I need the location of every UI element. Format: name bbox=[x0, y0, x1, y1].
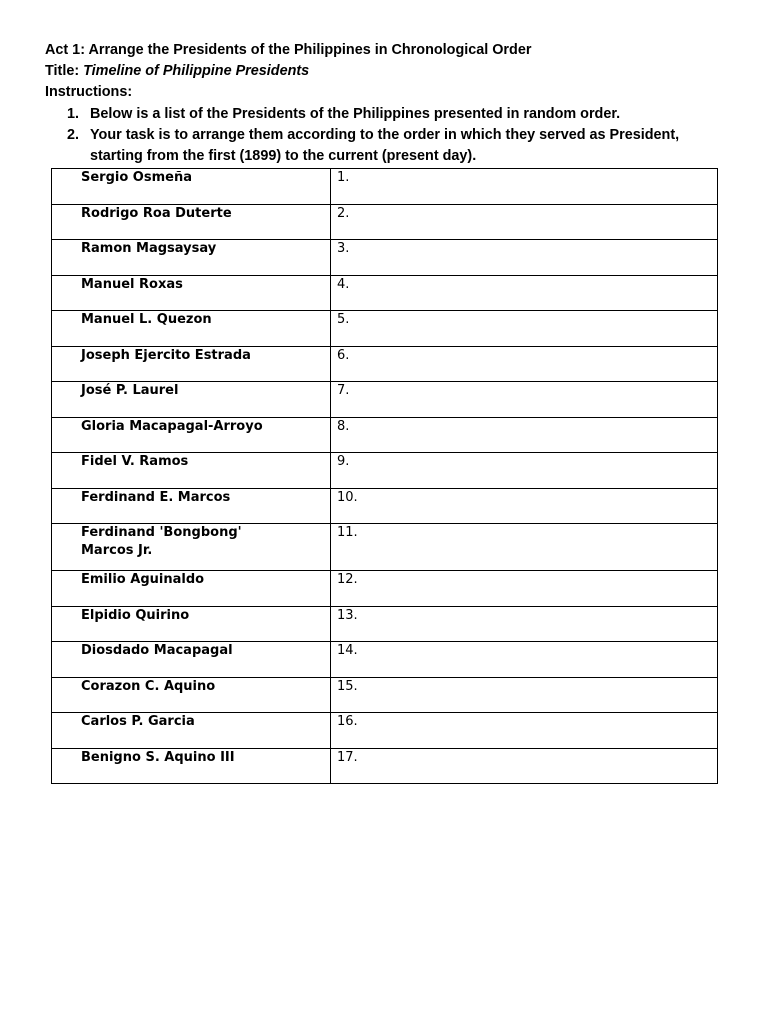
order-answer-cell[interactable]: 3. bbox=[331, 240, 718, 276]
table-row bbox=[52, 488, 718, 524]
president-name: Elpidio Quirino bbox=[52, 606, 331, 642]
president-name: Ferdinand E. Marcos bbox=[52, 488, 331, 524]
order-answer-cell[interactable]: 9. bbox=[331, 453, 718, 489]
president-name: Ramon Magsaysay bbox=[52, 240, 331, 276]
president-name: Benigno S. Aquino III bbox=[52, 748, 331, 784]
activity-heading: Act 1: Arrange the Presidents of the Philippines in Chronological Order bbox=[45, 42, 532, 58]
worksheet-header bbox=[45, 40, 735, 167]
title-label: Title: bbox=[45, 63, 80, 80]
order-answer-cell[interactable]: 15. bbox=[331, 677, 718, 713]
table-row bbox=[52, 606, 718, 642]
order-answer-cell[interactable]: 11. bbox=[331, 524, 718, 571]
order-answer-cell[interactable]: 10. bbox=[331, 488, 718, 524]
president-name: Carlos P. Garcia bbox=[52, 713, 331, 749]
order-answer-cell[interactable]: 13. bbox=[331, 606, 718, 642]
president-name: Joseph Ejercito Estrada bbox=[52, 346, 331, 382]
president-name-line: Ferdinand 'Bongbong' bbox=[81, 525, 242, 540]
table-row bbox=[52, 275, 718, 311]
instruction-number: 2. bbox=[67, 126, 80, 143]
president-name: Fidel V. Ramos bbox=[52, 453, 331, 489]
table-row bbox=[52, 240, 718, 276]
title-line bbox=[45, 61, 735, 82]
president-name: Rodrigo Roa Duterte bbox=[52, 204, 331, 240]
instructions-label: Instructions: bbox=[45, 84, 133, 101]
order-answer-cell[interactable]: 8. bbox=[331, 417, 718, 453]
table-row bbox=[52, 713, 718, 749]
presidents-table bbox=[51, 168, 718, 784]
president-name: Manuel L. Quezon bbox=[52, 311, 331, 347]
table-row bbox=[52, 169, 718, 205]
table-row bbox=[52, 204, 718, 240]
order-answer-cell[interactable]: 2. bbox=[331, 204, 718, 240]
instruction-item bbox=[45, 104, 735, 125]
table-row bbox=[52, 571, 718, 607]
order-answer-cell[interactable]: 12. bbox=[331, 571, 718, 607]
table-row bbox=[52, 748, 718, 784]
president-name: Manuel Roxas bbox=[52, 275, 331, 311]
president-name: Sergio Osmeña bbox=[52, 169, 331, 205]
president-name: Diosdado Macapagal bbox=[52, 642, 331, 678]
table-row bbox=[52, 417, 718, 453]
title-value: Timeline of Philippine Presidents bbox=[83, 63, 310, 80]
table-row bbox=[52, 311, 718, 347]
instructions-list bbox=[45, 104, 735, 168]
table-row bbox=[52, 524, 718, 571]
order-answer-cell[interactable]: 7. bbox=[331, 382, 718, 418]
president-name: Corazon C. Aquino bbox=[52, 677, 331, 713]
table-row bbox=[52, 642, 718, 678]
order-answer-cell[interactable]: 4. bbox=[331, 275, 718, 311]
instruction-text: Your task is to arrange them according to the order in which they served as President, bbox=[90, 126, 680, 143]
instruction-item bbox=[45, 125, 735, 167]
instruction-text-continued: starting from the first (1899) to the current (present day). bbox=[90, 148, 477, 165]
president-name bbox=[52, 524, 331, 571]
order-answer-cell[interactable]: 16. bbox=[331, 713, 718, 749]
table-row bbox=[52, 677, 718, 713]
order-answer-cell[interactable]: 1. bbox=[331, 169, 718, 205]
order-answer-cell[interactable]: 6. bbox=[331, 346, 718, 382]
table-row bbox=[52, 346, 718, 382]
president-name: José P. Laurel bbox=[52, 382, 331, 418]
president-name: Gloria Macapagal-Arroyo bbox=[52, 417, 331, 453]
instruction-text: Below is a list of the Presidents of the Philippines presented in random order. bbox=[90, 105, 621, 122]
table-row bbox=[52, 382, 718, 418]
instruction-number: 1. bbox=[67, 105, 80, 122]
order-answer-cell[interactable]: 5. bbox=[331, 311, 718, 347]
table-row bbox=[52, 453, 718, 489]
president-name-line: Marcos Jr. bbox=[81, 543, 153, 558]
president-name: Emilio Aguinaldo bbox=[52, 571, 331, 607]
order-answer-cell[interactable]: 17. bbox=[331, 748, 718, 784]
order-answer-cell[interactable]: 14. bbox=[331, 642, 718, 678]
